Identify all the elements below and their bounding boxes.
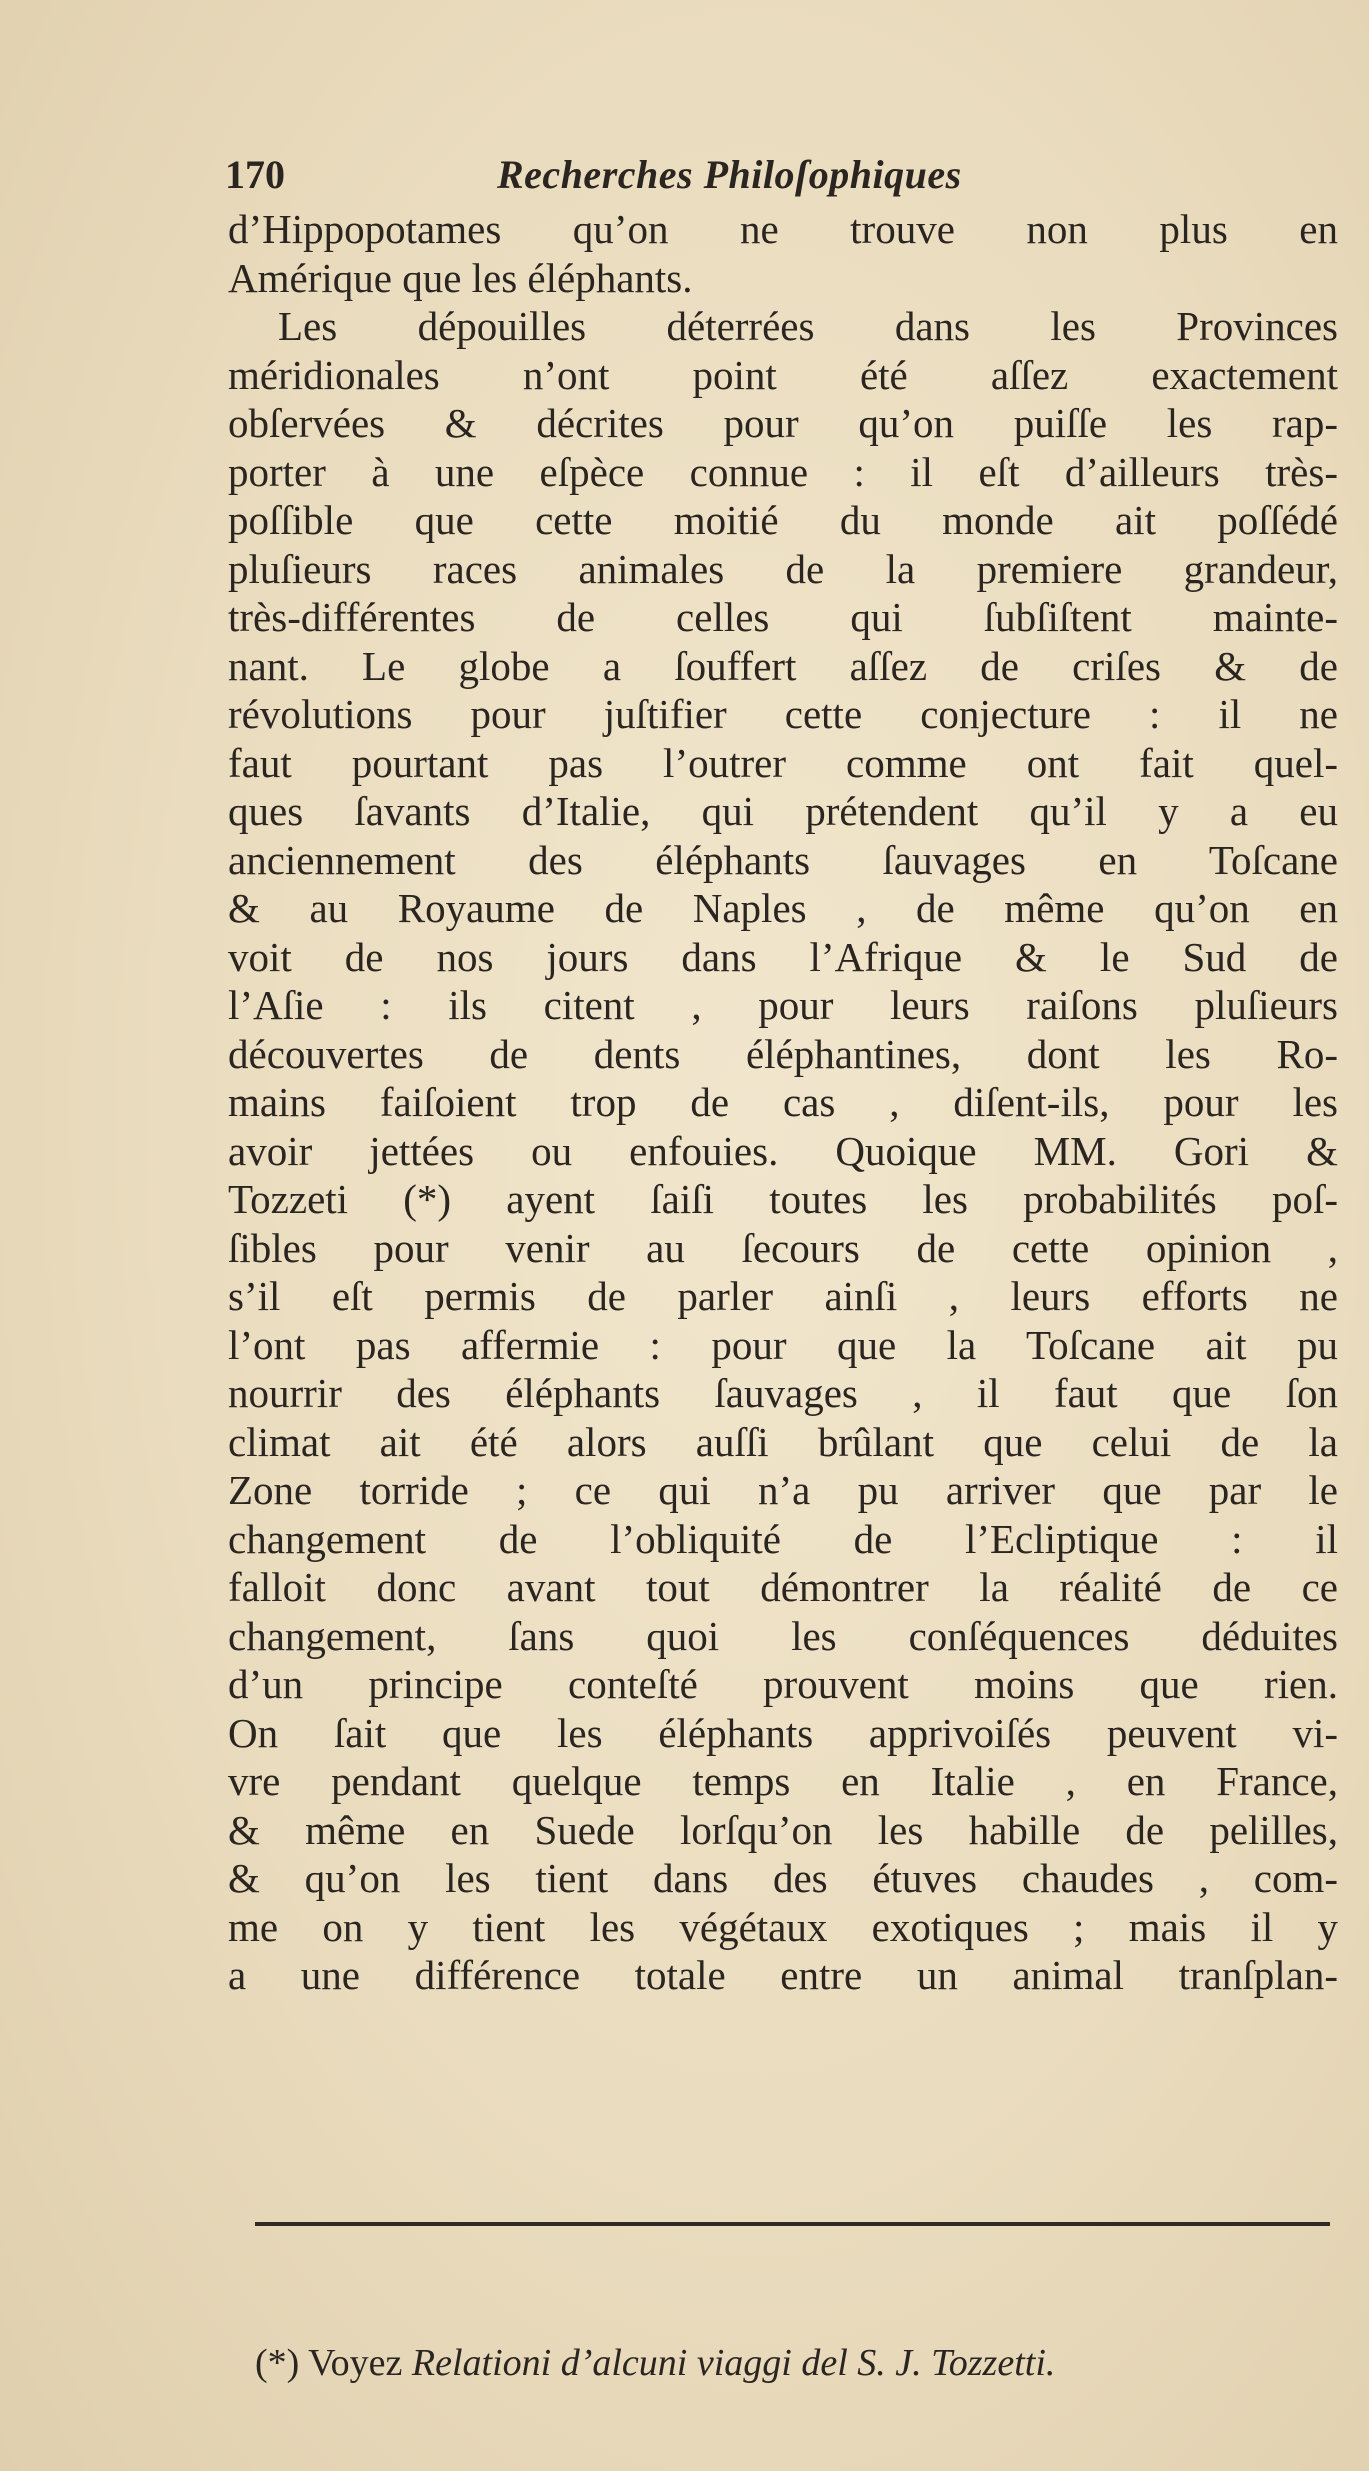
text-line: nant. Le globe a ſouffert aſſez de criſes & de — [228, 642, 1338, 689]
text-line: & au Royaume de Naples , de même qu’on en — [228, 885, 1338, 931]
text-line: s’il eſt permis de parler ainſi , leurs efforts ne — [228, 1273, 1338, 1319]
text-line: pluſieurs races animales de la premiere grandeur, — [228, 545, 1338, 592]
body-text — [228, 205, 1338, 2000]
text-line: mains faiſoient trop de cas , diſent-ils, pour les — [228, 1079, 1338, 1125]
text-line: révolutions pour juſtifier cette conjecture : il ne — [228, 691, 1338, 737]
footnote-citation: Relationi d’alcuni viaggi del S. J. Tozzetti. — [411, 2342, 1056, 2384]
text-line: Tozzeti (*) ayent ſaiſi toutes les probabilités poſ- — [228, 1176, 1338, 1222]
text-line: a une différence totale entre un animal tranſplan- — [228, 1952, 1338, 1998]
text-line: avoir jettées ou enfouies. Quoique MM. Gori & — [228, 1127, 1338, 1174]
text-line: découvertes de dents éléphantines, dont les Ro- — [228, 1030, 1338, 1077]
text-line: vre pendant quelque temps en Italie , en France, — [228, 1758, 1338, 1804]
text-line: méridionales n’ont point été aſſez exactement — [228, 351, 1338, 398]
text-line: ques ſavants d’Italie, qui prétendent qu’il y a eu — [228, 788, 1338, 834]
text-line: très-différentes de celles qui ſubſiſtent mainte- — [228, 594, 1338, 640]
text-line: voit de nos jours dans l’Afrique & le Sud de — [228, 933, 1338, 980]
text-line: faut pourtant pas l’outrer comme ont fait quel- — [228, 739, 1338, 786]
text-line: anciennement des éléphants ſauvages en Toſcane — [228, 836, 1338, 883]
text-line: & qu’on les tient dans des étuves chaudes , com- — [228, 1855, 1338, 1901]
text-line: & même en Suede lorſqu’on les habille de pelilles, — [228, 1806, 1338, 1853]
text-line: me on y tient les végétaux exotiques ; mais il y — [228, 1903, 1338, 1950]
footnote-marker: (*) Voyez — [255, 2342, 403, 2384]
text-line: Zone torride ; ce qui n’a pu arriver que par le — [228, 1467, 1338, 1513]
text-line: changement de l’obliquité de l’Ecliptique : il — [228, 1515, 1338, 1562]
text-line: obſervées & décrites pour qu’on puiſſe les rap- — [228, 400, 1338, 446]
text-line: l’ont pas affermie : pour que la Toſcane ait pu — [228, 1321, 1338, 1368]
running-head — [225, 145, 1335, 205]
text-line: falloit donc avant tout démontrer la réalité de ce — [228, 1564, 1338, 1610]
text-line: changement, ſans quoi les conſéquences déduites — [228, 1612, 1338, 1659]
text-line: nourrir des éléphants ſauvages , il faut que ſon — [228, 1370, 1338, 1416]
text-line: l’Aſie : ils citent , pour leurs raiſons pluſieurs — [228, 982, 1338, 1028]
text-line: Les dépouilles déterrées dans les Provinces — [278, 303, 1338, 349]
text-line: ſibles pour venir au ſecours de cette opinion , — [228, 1224, 1338, 1271]
footnote-rule — [255, 2222, 1330, 2226]
text-line: d’un principe conteſté prouvent moins que rien. — [228, 1661, 1338, 1707]
text-line: climat ait été alors auſſi brûlant que celui de la — [228, 1418, 1338, 1465]
running-title: Recherches Philoſophiques — [497, 152, 962, 197]
text-line: porter à une eſpèce connue : il eſt d’ailleurs très- — [228, 448, 1338, 495]
footnote — [255, 2338, 1345, 2388]
text-line: poſſible que cette moitié du monde ait poſſédé — [228, 497, 1338, 543]
page-number: 170 — [225, 152, 285, 197]
text-line: On ſait que les éléphants apprivoiſés peuvent vi- — [228, 1709, 1338, 1756]
text-line: Amérique que les éléphants. — [228, 254, 693, 301]
text-line: d’Hippopotames qu’on ne trouve non plus en — [228, 206, 1338, 252]
